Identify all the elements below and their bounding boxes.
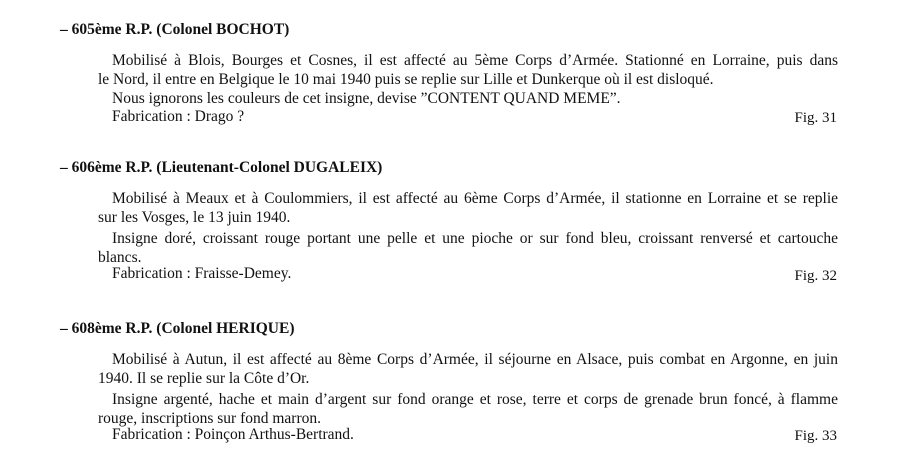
entry-paragraph-2: [98, 229, 838, 267]
entry-paragraph-2: [98, 89, 838, 108]
paragraph-line: Mobilisé à Meaux et à Coulommiers, il est affecté au 6ème Corps d’Armée, il stationne en Lorraine et se replie: [112, 190, 838, 207]
fabrication-line: Fabrication : Fraisse-Demey.: [112, 265, 292, 282]
entry-paragraph-1: [98, 51, 838, 89]
paragraph-line: Insigne doré, croissant rouge portant une pelle et une pioche or sur fond bleu, croissant renversé et cartouche: [112, 230, 838, 247]
fabrication-line: Fabrication : Poinçon Arthus-Bertrand.: [112, 426, 354, 443]
paragraph-line: blancs.: [98, 249, 142, 266]
paragraph-line: sur les Vosges, le 13 juin 1940.: [98, 209, 291, 226]
figure-reference: Fig. 31: [794, 110, 837, 126]
figure-reference: Fig. 32: [794, 268, 837, 284]
paragraph-line: rouge, inscriptions sur fond marron.: [98, 410, 321, 427]
entry-heading: – 608ème R.P. (Colonel HERIQUE): [60, 320, 295, 337]
entry-paragraph-1: [98, 189, 838, 227]
entry-paragraph-2: [98, 390, 838, 428]
fabrication-line: Fabrication : Drago ?: [112, 108, 245, 125]
entry-heading: – 606ème R.P. (Lieutenant-Colonel DUGALEIX): [60, 159, 383, 176]
paragraph-line: Nous ignorons les couleurs de cet insigne, devise ”CONTENT QUAND MEME”.: [112, 90, 621, 107]
entry-heading: – 605ème R.P. (Colonel BOCHOT): [60, 21, 290, 38]
paragraph-line: le Nord, il entre en Belgique le 10 mai 1940 puis se replie sur Lille et Dunkerque où il est disloqué.: [98, 71, 714, 88]
paragraph-line: 1940. Il se replie sur la Côte d’Or.: [98, 370, 310, 387]
figure-reference: Fig. 33: [794, 428, 837, 444]
paragraph-line: Mobilisé à Blois, Bourges et Cosnes, il est affecté au 5ème Corps d’Armée. Stationné en Lorraine, puis dans: [112, 52, 838, 69]
entry-paragraph-1: [98, 350, 838, 388]
paragraph-line: Insigne argenté, hache et main d’argent sur fond orange et rose, terre et corps de grenade brun foncé, à flamme: [112, 391, 838, 408]
paragraph-line: Mobilisé à Autun, il est affecté au 8ème Corps d’Armée, il séjourne en Alsace, puis combat en Argonne, en juin: [112, 351, 838, 368]
